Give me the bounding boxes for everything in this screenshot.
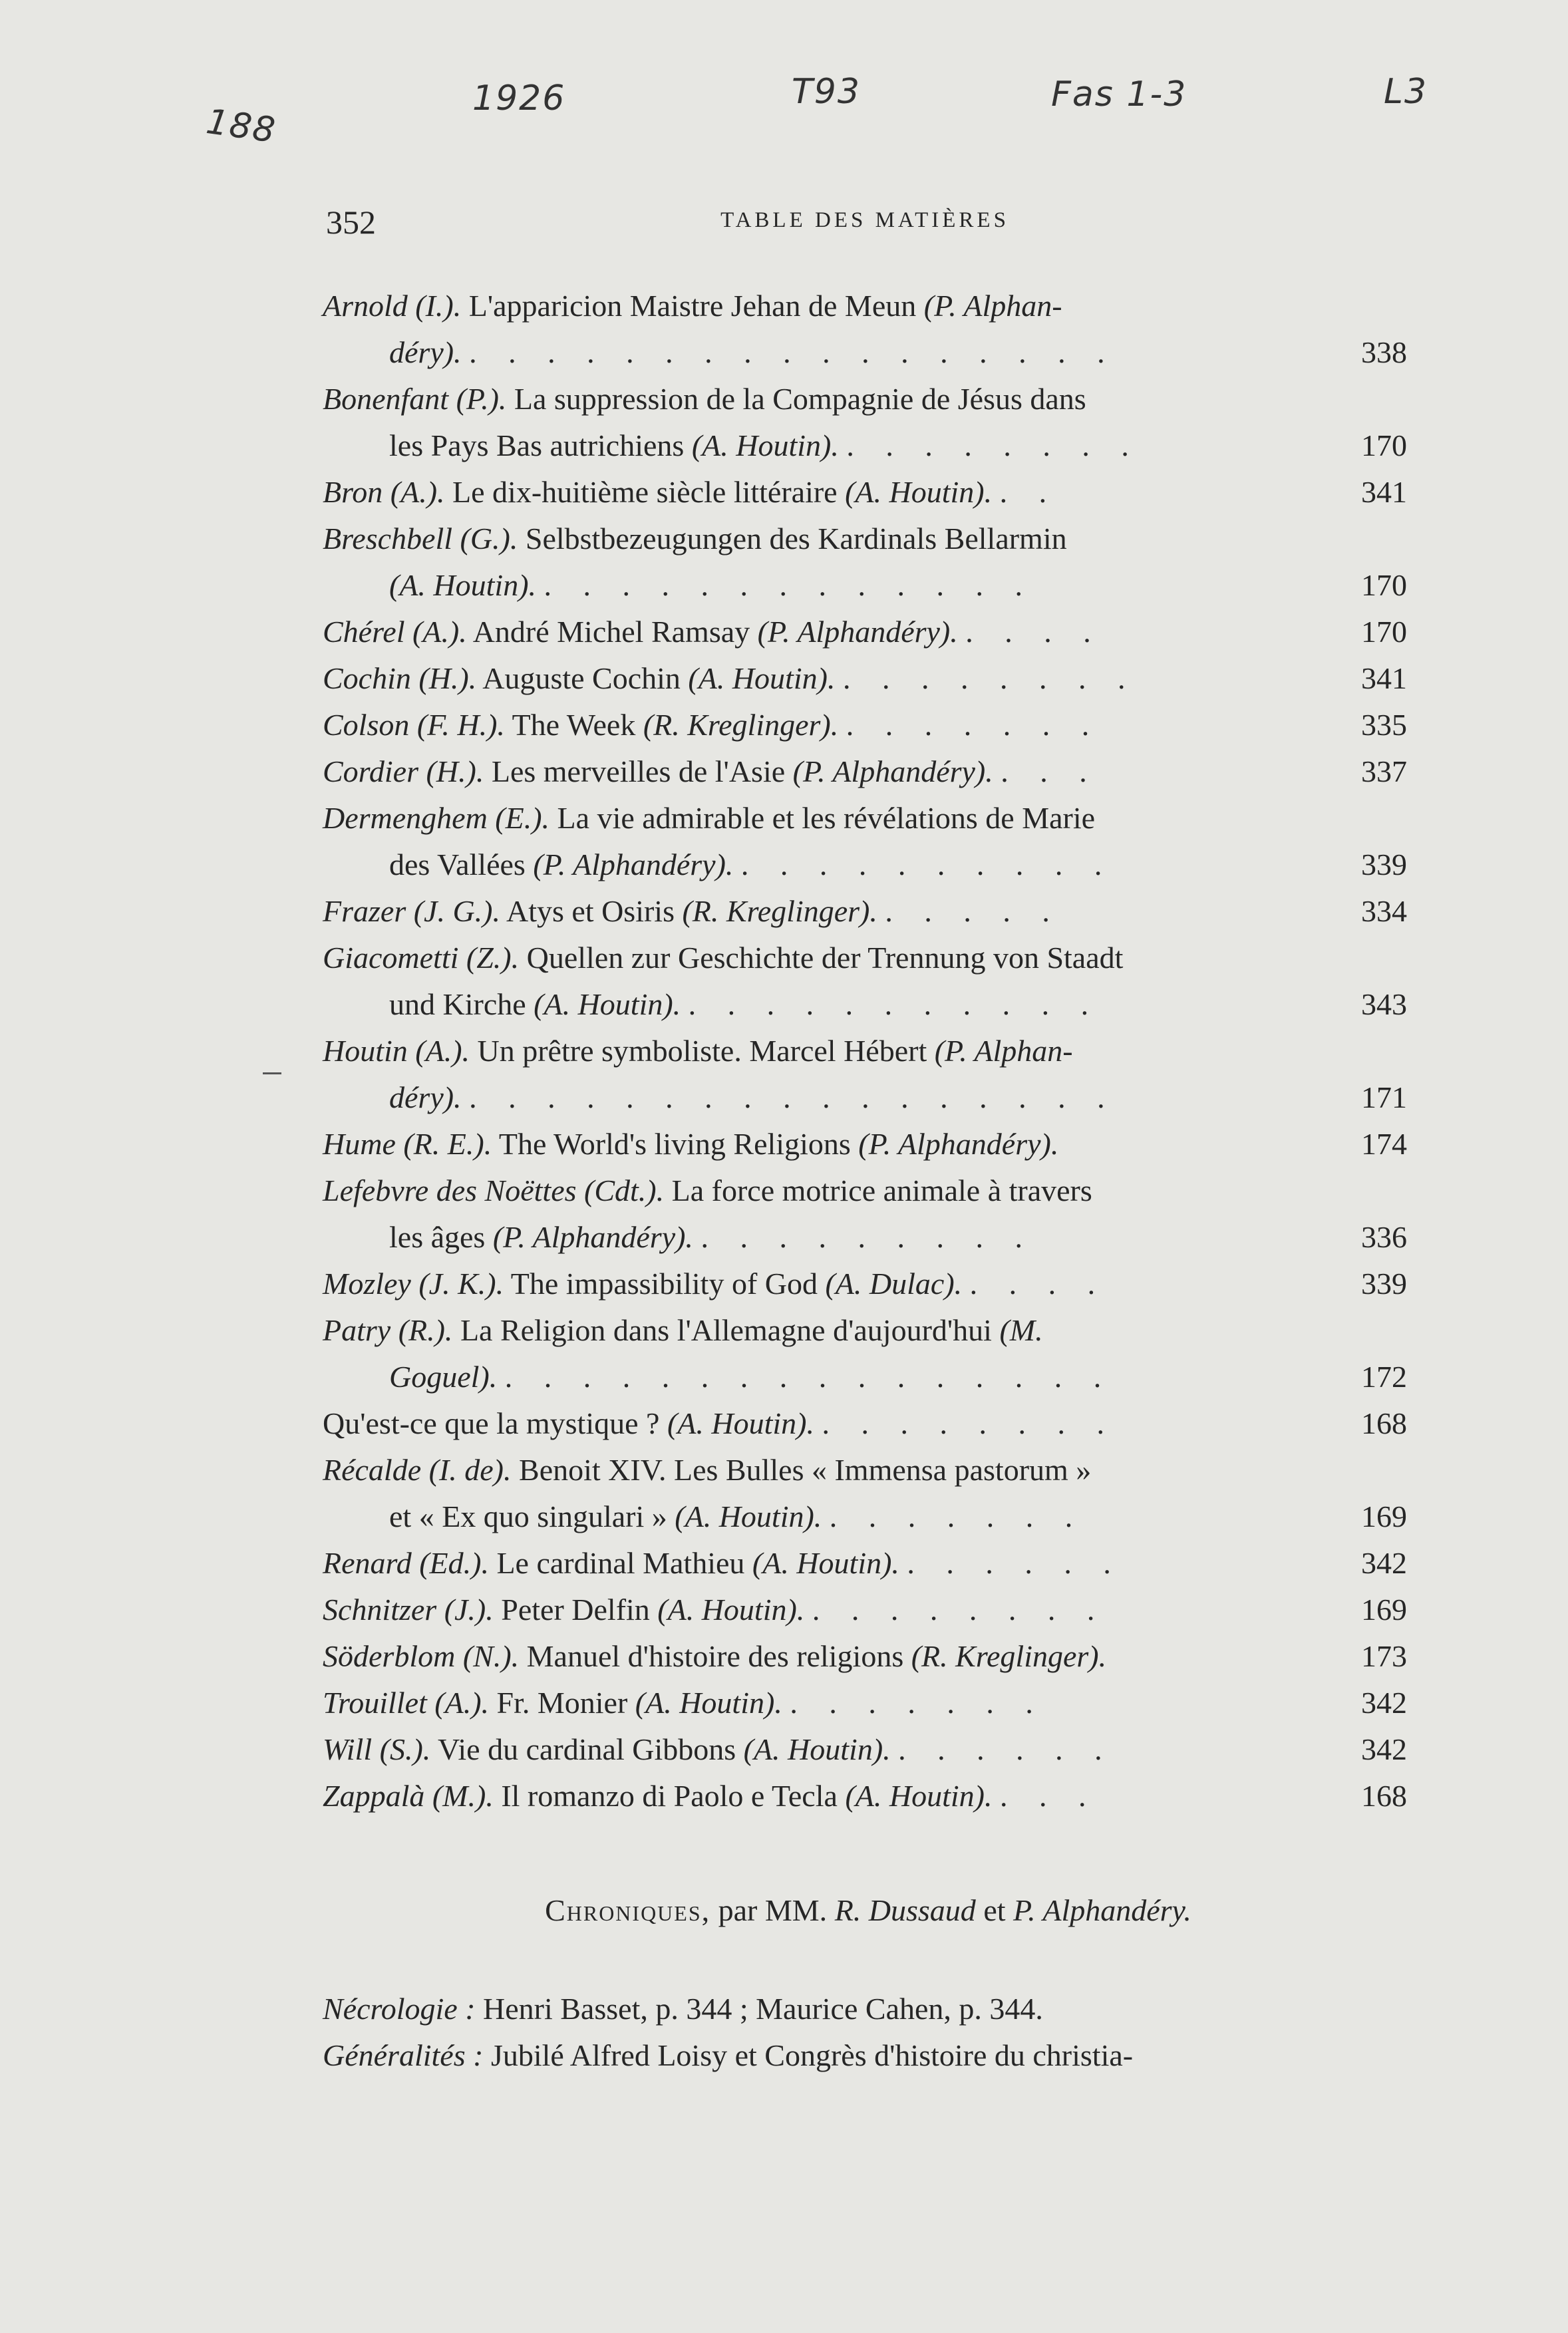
necrologie-label: Nécrologie : [323, 1992, 476, 2026]
entry-author: Trouillet (A.). [323, 1686, 490, 1720]
entry-title: Atys et Osiris [506, 894, 675, 928]
dot-leader: . . . . [965, 615, 1103, 649]
toc-entry [323, 1261, 1407, 1307]
entry-reviewer: déry). [389, 335, 462, 369]
entry-title: Fr. Monier [496, 1686, 628, 1720]
entry-reviewer: (A. Houtin). [635, 1686, 782, 1720]
entry-author: Breschbell (G.). [323, 522, 518, 555]
handwritten-annotation-1: 188 [204, 101, 279, 152]
page-header [319, 203, 1410, 256]
entry-reviewer: (A. Houtin). [752, 1546, 899, 1580]
entry-author: Renard (Ed.). [323, 1546, 489, 1580]
entry-reviewer: (A. Houtin). [534, 987, 681, 1021]
toc-entry [323, 1540, 1407, 1587]
entry-title: Vie du cardinal Gibbons [437, 1732, 736, 1766]
entry-author: Zappalà (M.). [323, 1779, 494, 1813]
entry-author: Cochin (H.). [323, 661, 477, 695]
entry-reviewer: déry). [389, 1080, 462, 1114]
generalites-line [323, 2032, 1407, 2079]
entry-reviewer: (A. Houtin). [657, 1593, 805, 1627]
entry-reviewer: (R. Kreglinger). [682, 894, 877, 928]
toc-entry [323, 609, 1407, 655]
entry-reviewer: (A. Houtin). [743, 1732, 891, 1766]
entry-reviewer: (A. Houtin). [389, 568, 537, 602]
entry-page: 170 [1361, 615, 1407, 649]
entry-author: Patry (R.). [323, 1313, 453, 1347]
running-title: TABLE DES MATIÈRES [720, 208, 1009, 232]
entry-page: 343 [1361, 987, 1407, 1021]
entry-reviewer: Goguel). [389, 1360, 498, 1394]
entry-page: 342 [1361, 1686, 1407, 1720]
entry-title: The Week [512, 708, 636, 742]
entry-page: 174 [1361, 1127, 1407, 1161]
toc-entry [323, 1680, 1407, 1726]
toc-entry [323, 1167, 1407, 1261]
entry-title: Selbstbezeugungen des Kardinals Bellarmin [525, 522, 1067, 555]
entry-reviewer: (P. Alphan- [923, 289, 1062, 323]
entry-reviewer: (P. Alphandéry). [757, 615, 958, 649]
dot-leader: . . . . . . . . . . . . . . . . . [469, 1080, 1117, 1114]
toc-entry [323, 1726, 1407, 1773]
entry-reviewer: (A. Houtin). [688, 661, 836, 695]
entry-reviewer: (A. Houtin). [691, 428, 839, 462]
dot-leader: . . . . . . . [790, 1686, 1045, 1720]
dot-leader: . . . . . . . . . . . [688, 987, 1101, 1021]
entry-title: les Pays Bas autrichiens [389, 428, 685, 462]
entry-reviewer: (A. Houtin). [675, 1499, 822, 1533]
table-of-contents [323, 283, 1407, 1819]
entry-author: Colson (F. H.). [323, 708, 505, 742]
entry-page: 339 [1361, 848, 1407, 881]
dot-leader: . . . . . . . . [812, 1593, 1107, 1627]
entry-title: Manuel d'histoire des religions [526, 1639, 904, 1673]
entry-page: 341 [1361, 661, 1407, 695]
dot-leader: . . . . . . . [829, 1499, 1085, 1533]
entry-page: 335 [1361, 708, 1407, 742]
entry-title: et « Ex quo singulari » [389, 1499, 667, 1533]
dot-leader: . . . . . . [898, 1732, 1114, 1766]
entry-title: Il romanzo di Paolo e Tecla [501, 1779, 838, 1813]
entry-author: Dermenghem (E.). [323, 801, 550, 835]
toc-entry [323, 1447, 1407, 1540]
entry-title: Quellen zur Geschichte der Trennung von Staadt [526, 941, 1124, 975]
handwritten-annotation-5: L3 [1384, 72, 1428, 112]
entry-title: Peter Delfin [501, 1593, 650, 1627]
dot-leader: . . . [999, 1779, 1098, 1813]
entry-title: La Religion dans l'Allemagne d'aujourd'hui [460, 1313, 992, 1347]
entry-reviewer: (P. Alphandéry). [792, 754, 993, 788]
toc-entry [323, 1773, 1407, 1819]
entry-author: Frazer (J. G.). [323, 894, 500, 928]
entry-title: Un prêtre symboliste. Marcel Hébert [477, 1034, 927, 1068]
entry-author: Will (S.). [323, 1732, 431, 1766]
entry-title: Benoit XIV. Les Bulles « Immensa pastorum » [519, 1453, 1092, 1487]
entry-author: Bron (A.). [323, 475, 445, 509]
dot-leader: . . . . . . . . . [701, 1220, 1034, 1254]
toc-entry [323, 655, 1407, 702]
entry-author: Hume (R. E.). [323, 1127, 492, 1161]
entry-page: 336 [1361, 1220, 1407, 1254]
entry-title: Le dix-huitième siècle littéraire [452, 475, 838, 509]
entry-title: les âges [389, 1220, 486, 1254]
entry-page: 339 [1361, 1267, 1407, 1301]
entry-title: The impassibility of God [510, 1267, 818, 1301]
dot-leader: . . . . . [885, 894, 1062, 928]
entry-reviewer: (A. Dulac). [825, 1267, 963, 1301]
entry-page: 341 [1361, 475, 1407, 509]
entry-reviewer: (R. Kreglinger). [911, 1639, 1107, 1673]
generalites-label: Généralités : [323, 2038, 484, 2072]
entry-page: 170 [1361, 428, 1407, 462]
entry-reviewer: (A. Houtin). [667, 1406, 814, 1440]
page-number: 352 [326, 204, 376, 241]
entry-page: 171 [1361, 1080, 1407, 1114]
entry-title: André Michel Ramsay [472, 615, 750, 649]
entry-reviewer: (R. Kreglinger). [643, 708, 839, 742]
dot-leader: . . . . . . . . [842, 661, 1138, 695]
entry-page: 172 [1361, 1360, 1407, 1394]
toc-entry [323, 1307, 1407, 1400]
entry-author: Mozley (J. K.). [323, 1267, 504, 1301]
toc-entry [323, 888, 1407, 935]
entry-page: 334 [1361, 894, 1407, 928]
toc-entry [323, 702, 1407, 748]
entry-page: 342 [1361, 1732, 1407, 1766]
entry-author: Arnold (I.). [323, 289, 462, 323]
entry-page: 170 [1361, 568, 1407, 602]
chroniques-label: Chroniques, [545, 1893, 711, 1927]
toc-entry [323, 469, 1407, 516]
entry-page: 168 [1361, 1779, 1407, 1813]
toc-entry [323, 376, 1407, 469]
toc-entry [323, 935, 1407, 1028]
chroniques-author-2: P. Alphandéry. [1013, 1893, 1191, 1927]
entry-page: 342 [1361, 1546, 1407, 1580]
toc-entry [323, 1028, 1407, 1121]
entry-author: Houtin (A.). [323, 1034, 470, 1068]
necrologie-line [323, 1986, 1407, 2032]
entry-reviewer: (A. Houtin). [845, 475, 993, 509]
entry-reviewer: (A. Houtin). [845, 1779, 993, 1813]
entry-page: 337 [1361, 754, 1407, 788]
dot-leader: . . . . . . . [846, 708, 1102, 742]
necrologie-text: Henri Basset, p. 344 ; Maurice Cahen, p. 344. [483, 1992, 1043, 2026]
entry-title: und Kirche [389, 987, 526, 1021]
entry-reviewer: (M. [999, 1313, 1043, 1347]
entry-title: La vie admirable et les révélations de Marie [557, 801, 1096, 835]
dot-leader: . . . . [969, 1267, 1108, 1301]
entry-title: La force motrice animale à travers [671, 1173, 1092, 1207]
entry-title: The World's living Religions [498, 1127, 851, 1161]
margin-mark [263, 1072, 281, 1074]
entry-page: 169 [1361, 1499, 1407, 1533]
entry-reviewer: (P. Alphandéry). [858, 1127, 1059, 1161]
dot-leader: . . [999, 475, 1059, 509]
generalites-text: Jubilé Alfred Loisy et Congrès d'histoire du christia- [490, 2038, 1134, 2072]
entry-reviewer: (P. Alphandéry). [533, 848, 734, 881]
entry-reviewer: (P. Alphandéry). [492, 1220, 693, 1254]
entry-author: Schnitzer (J.). [323, 1593, 494, 1627]
entry-title: Qu'est-ce que la mystique ? [323, 1406, 660, 1440]
toc-entry [323, 1400, 1407, 1447]
dot-leader: . . . . . . [907, 1546, 1123, 1580]
entry-title: Le cardinal Mathieu [496, 1546, 745, 1580]
chroniques-heading [319, 1893, 1417, 1928]
entry-title: des Vallées [389, 848, 526, 881]
entry-author: Giacometti (Z.). [323, 941, 520, 975]
entry-page: 169 [1361, 1593, 1407, 1627]
toc-entry [323, 516, 1407, 609]
toc-entry [323, 1587, 1407, 1633]
chroniques-par: par MM. [718, 1893, 828, 1927]
dot-leader: . . . . . . . . [846, 428, 1141, 462]
toc-entry [323, 748, 1407, 795]
toc-entry [323, 1633, 1407, 1680]
entry-author: Récalde (I. de). [323, 1453, 512, 1487]
toc-entry [323, 1121, 1407, 1167]
dot-leader: . . . . . . . . . . [740, 848, 1114, 881]
dot-leader: . . . . . . . . . . . . . [544, 568, 1035, 602]
entry-title: Auguste Cochin [482, 661, 681, 695]
entry-title: La suppression de la Compagnie de Jésus dans [514, 382, 1086, 416]
toc-entry [323, 795, 1407, 888]
chroniques-et: et [983, 1893, 1006, 1927]
entry-title: Les merveilles de l'Asie [491, 754, 786, 788]
dot-leader: . . . . . . . . . . . . . . . . . [469, 335, 1117, 369]
entry-page: 338 [1361, 335, 1407, 369]
handwritten-annotation-3: T93 [792, 72, 861, 112]
entry-author: Chérel (A.). [323, 615, 467, 649]
entry-author: Söderblom (N.). [323, 1639, 520, 1673]
entry-author: Bonenfant (P.). [323, 382, 507, 416]
entry-author: Cordier (H.). [323, 754, 484, 788]
chroniques-notes [323, 1986, 1407, 2079]
entry-title: L'apparicion Maistre Jehan de Meun [468, 289, 917, 323]
dot-leader: . . . . . . . . [822, 1406, 1116, 1440]
entry-author: Lefebvre des Noëttes (Cdt.). [323, 1173, 665, 1207]
dot-leader: . . . [1001, 754, 1099, 788]
entry-reviewer: (P. Alphan- [934, 1034, 1073, 1068]
dot-leader: . . . . . . . . . . . . . . . . [504, 1360, 1114, 1394]
chroniques-author-1: R. Dussaud [834, 1893, 976, 1927]
toc-entry [323, 283, 1407, 376]
handwritten-annotation-2: 1926 [472, 78, 566, 118]
handwritten-annotation-4: Fas 1-3 [1051, 75, 1187, 114]
entry-page: 173 [1361, 1639, 1407, 1673]
entry-page: 168 [1361, 1406, 1407, 1440]
